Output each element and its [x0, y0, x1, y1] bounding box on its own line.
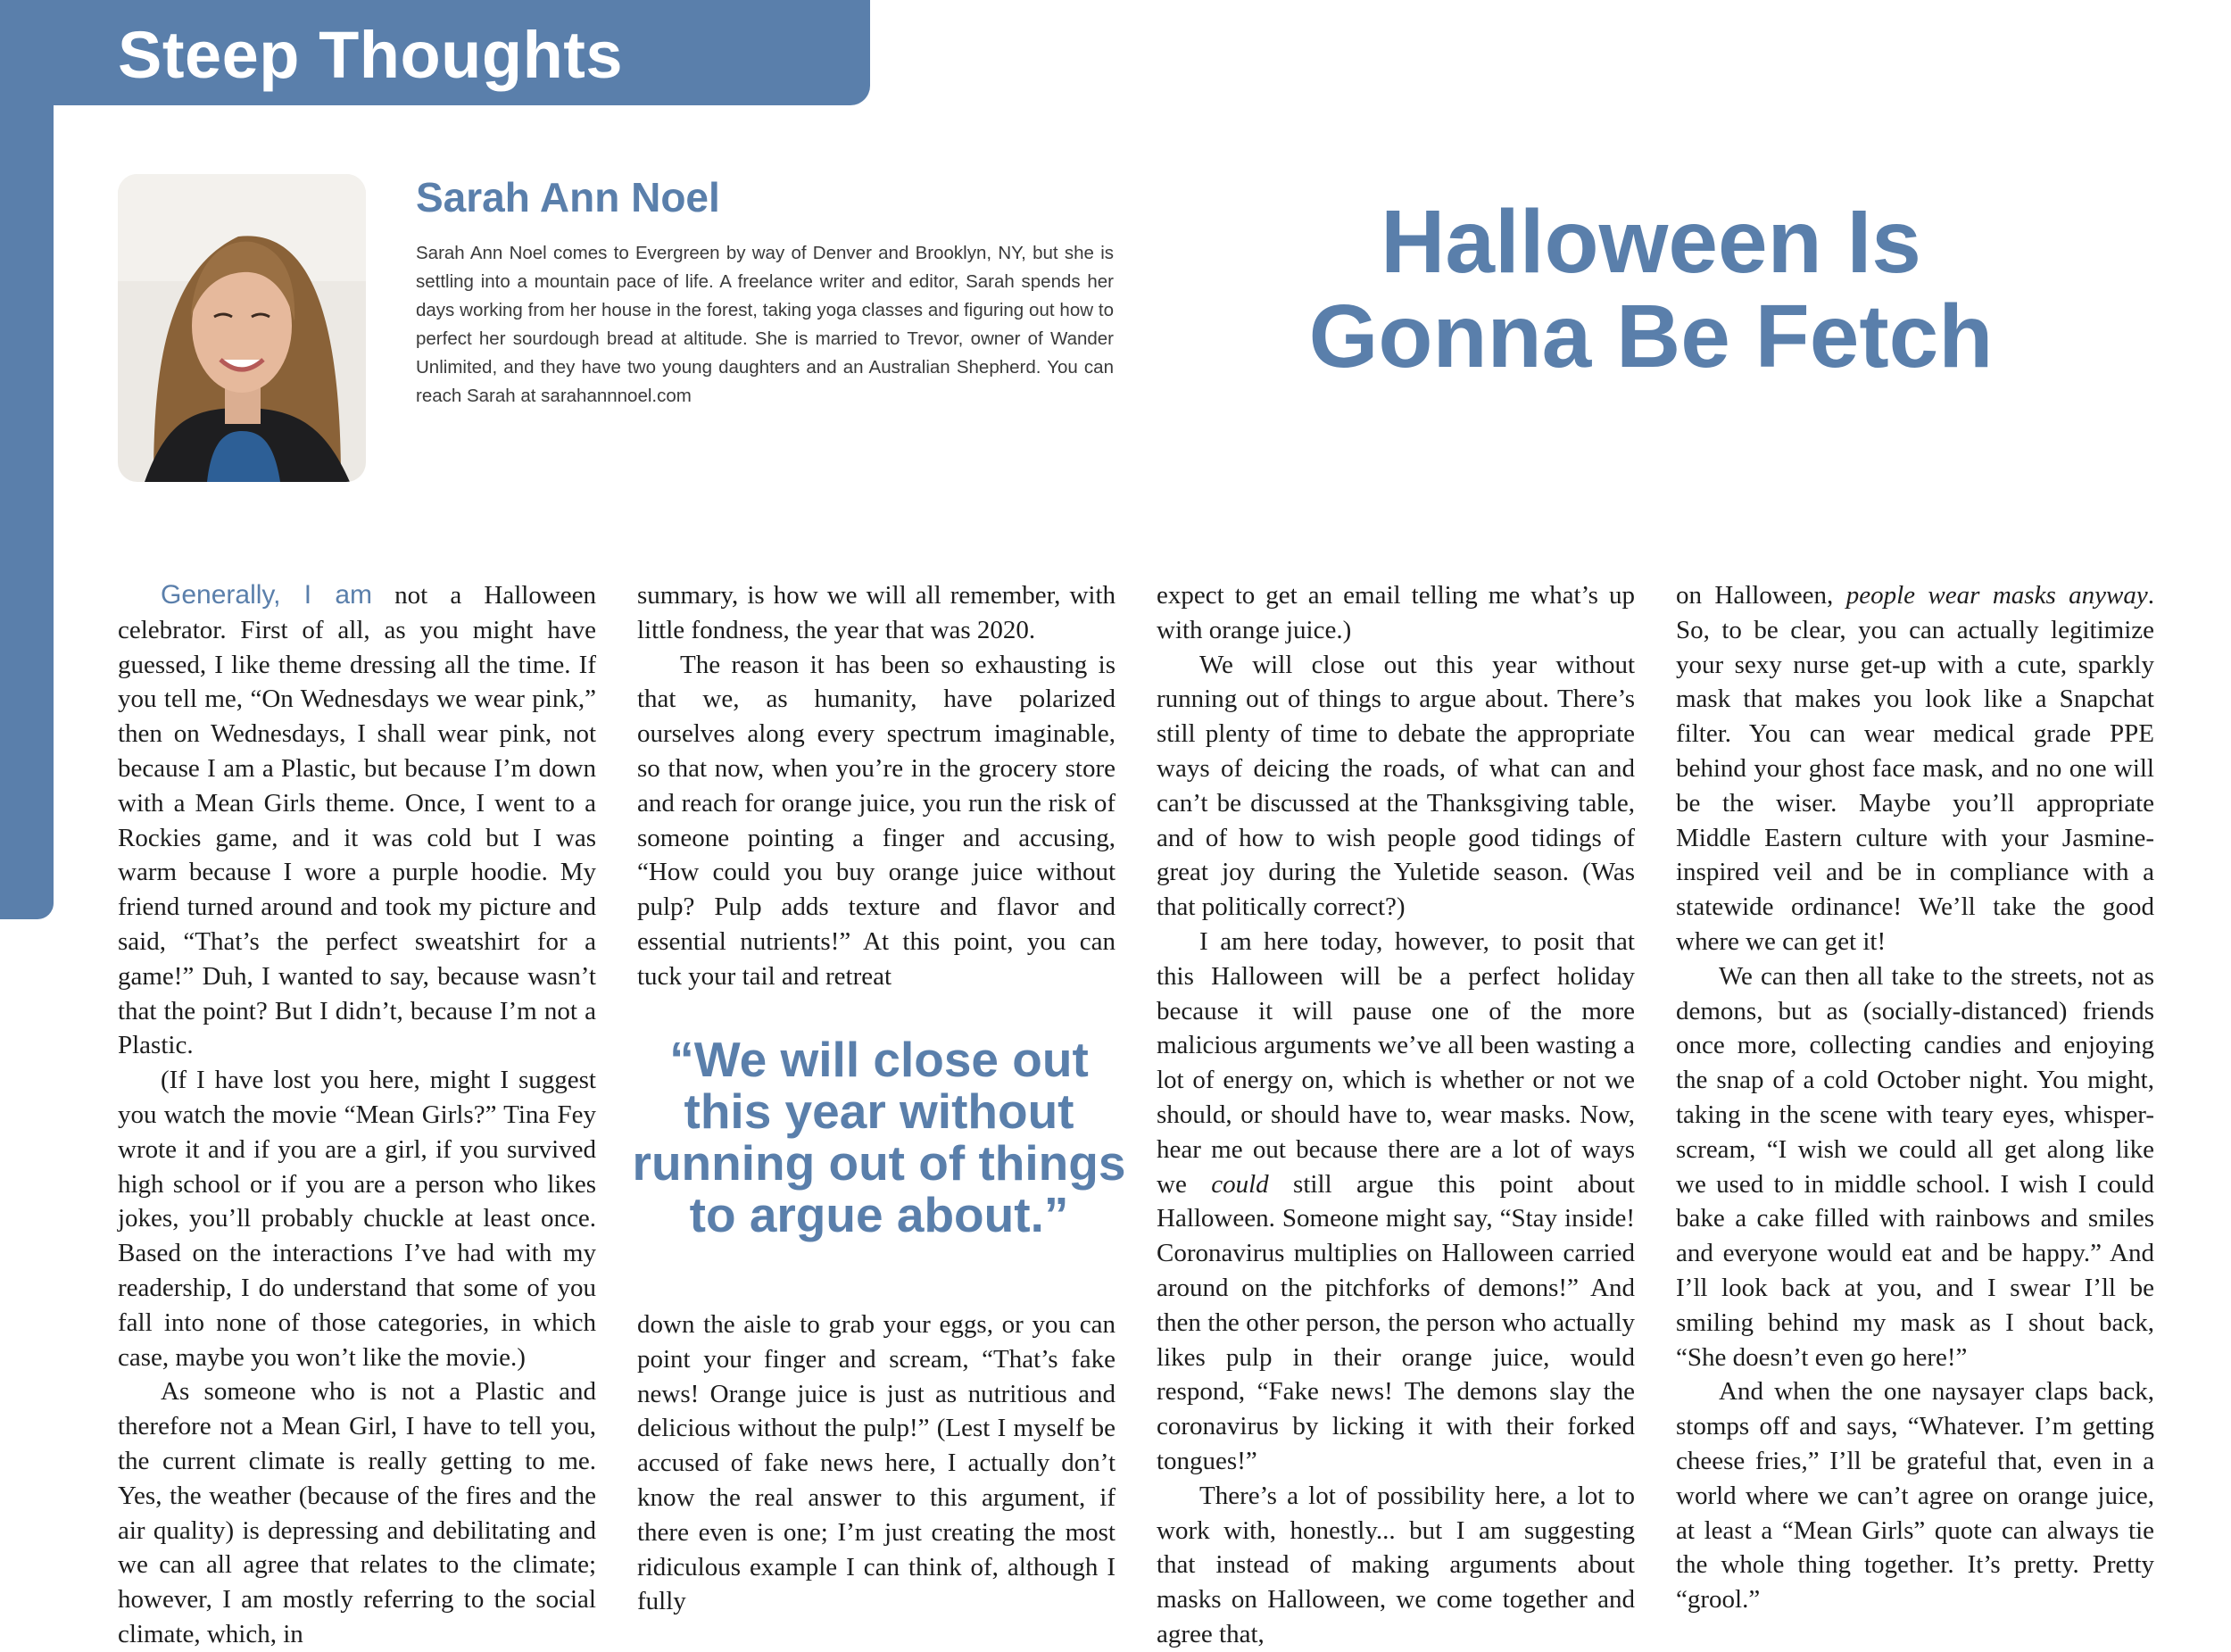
author-name: Sarah Ann Noel: [416, 174, 720, 220]
headline-line-2: Gonna Be Fetch: [1308, 286, 1994, 386]
article-column-1: [118, 578, 596, 1652]
paragraph: (If I have lost you here, might I suggest you watch the movie “Mean Girls?” Tina Fey wrote it and if you are a girl, if you survived high school or if you are a person who likes jokes, you’ll probably chuckle at least once. Based on the interactions I’ve had with my readership, I do understand that some of you fall into none of those categories, in which case, maybe you won’t like the movie.): [118, 1066, 596, 1372]
headline-line-1: Halloween Is: [1381, 192, 1921, 292]
paragraph: We can then all take to the streets, not as demons, but as (socially-distanced) friends once more, collecting candies and enjoying the snap of a cold October night. You might, taking in the scene with teary eyes, whisper-scream, “I wish we could all get along like we used to in middle school. I wish I could bake a cake filled with rainbows and smiles and everyone would eat and be happy.” And I’ll look back at you, and I swear I’ll be smiling behind my mask as I shout back, “She doesn’t even go here!”: [1676, 961, 2154, 1372]
paragraph-text: on Halloween,: [1676, 581, 1846, 610]
paragraph: [1676, 578, 2154, 959]
pull-quote: “We will close out this year without running out of things to argue about.”: [632, 1032, 1126, 1242]
paragraph-text: still argue this point about Halloween. Someone might say, “Stay inside! Coronavirus multiplies on Halloween carried around on the pitchforks of demons!” And then the other person, the person who actually likes pulp in their orange juice, would respond, “Fake news! The demons slay the coronavirus by licking it with their forked tongues!”: [1157, 1169, 1635, 1475]
paragraph: As someone who is not a Plastic and therefore not a Mean Girl, I have to tell you, the current climate is really getting to me. Yes, the weather (because of the fires and the air quality) is depressing and debilitating and we can all agree that relates to the climate; however, I am mostly referring to the social climate, which, in: [118, 1377, 596, 1648]
author-photo: [118, 174, 366, 482]
paragraph: summary, is how we will all remember, with little fondness, the year that was 2020.: [637, 581, 1116, 644]
side-band: [0, 0, 54, 919]
paragraph: [118, 578, 596, 1063]
section-title: Steep Thoughts: [118, 18, 624, 92]
paragraph: We will close out this year without running out of things to argue about. There’s still plenty of time to debate the appropriate ways of deicing the roads, of what can and can’t be discussed at the Thanksgiving table, and of how to wish people good tidings of great joy during the Yuletide season. (Was that politically correct?): [1157, 650, 1635, 922]
article-column-2-bottom: [637, 1307, 1116, 1619]
emphasis: could: [1211, 1169, 1269, 1199]
paragraph: And when the one naysayer claps back, stomps off and says, “Whatever. I’m getting cheese fries,” I’ll be grateful that, even in a world where we can’t agree on orange juice, at least a “Mean Girls” quote can always tie the whole thing together. It’s pretty. Pretty “grool.”: [1676, 1377, 2154, 1615]
emphasis: people wear masks anyway: [1845, 581, 2148, 610]
lead-in: Generally, I am: [161, 580, 372, 610]
article-column-4: [1676, 578, 2154, 1617]
paragraph: The reason it has been so exhausting is that we, as humanity, have polarized ourselves along every spectrum imaginable, so that now, when you’re in the grocery store and reach for orange juice, you run the risk of someone pointing a finger and accusing, “How could you buy orange juice without pulp? Pulp adds texture and flavor and essential nutrients!” At this point, you can tuck your tail and retreat: [637, 650, 1116, 991]
paragraph-text: not a Halloween celebrator. First of all, as you might have guessed, I like theme dressing all the time. If you tell me, “On Wednesdays we wear pink,” then on Wednesdays, I shall wear pink, not because I am a Plastic, but because I’m down with a Mean Girls theme. Once, I went to a Rockies game, and it was cold but I was warm because I wore a purple hoodie. My friend turned around and took my picture and said, “That’s the perfect sweatshirt for a game!” Duh, I wanted to say, because wasn’t that the point? But I didn’t, because I’m not a Plastic.: [118, 581, 597, 1060]
paragraph: [1157, 925, 1635, 1479]
paragraph: down the aisle to grab your eggs, or you can point your finger and scream, “That’s fake news! Orange juice is just as nutritious and delicious without the pulp!” (Lest I myself be accused of fake news here, I actually don’t know the real answer to this argument, if there even is one; I’m just creating the most ridiculous example I can think of, although I fully: [637, 1310, 1116, 1616]
paragraph-text: . So, to be clear, you can actually legitimize your sexy nurse get-up with a cute, sparkly mask that makes you look like a Snapchat filter. You can wear medical grade PPE behind your ghost face mask, and no one will be the wiser. Maybe you’ll appropriate Middle Eastern culture with your Jasmine-inspired veil and be in compliance with a statewide ordinance! We’ll take the good where we can get it!: [1676, 581, 2154, 956]
paragraph: There’s a lot of possibility here, a lot to work with, honestly... but I am suggesting that instead of making arguments about masks on Halloween, we come together and agree that,: [1157, 1481, 1635, 1648]
article-headline: [1285, 192, 2017, 386]
paragraph-text: I am here today, however, to posit that this Halloween will be a perfect holiday because it will pause one of the more malicious arguments we’ve all been wasting a lot of energy on, which is whether or not we should, or should have to, wear masks. Now, hear me out because there are a lot of ways we: [1157, 926, 1635, 1199]
paragraph: expect to get an email telling me what’s up with orange juice.): [1157, 581, 1635, 644]
article-column-3: [1157, 578, 1635, 1652]
article-column-2-top: [637, 578, 1116, 994]
author-bio: Sarah Ann Noel comes to Evergreen by way of Denver and Brooklyn, NY, but she is settling into a mountain pace of life. A freelance writer and editor, Sarah spends her days working from her house in the forest, taking yoga classes and figuring out how to perfect her sourdough bread at altitude. She is married to Trevor, owner of Wander Unlimited, and they have two young daughters and an Australian Shepherd. You can reach Sarah at sarahannnoel.com: [416, 243, 1114, 406]
